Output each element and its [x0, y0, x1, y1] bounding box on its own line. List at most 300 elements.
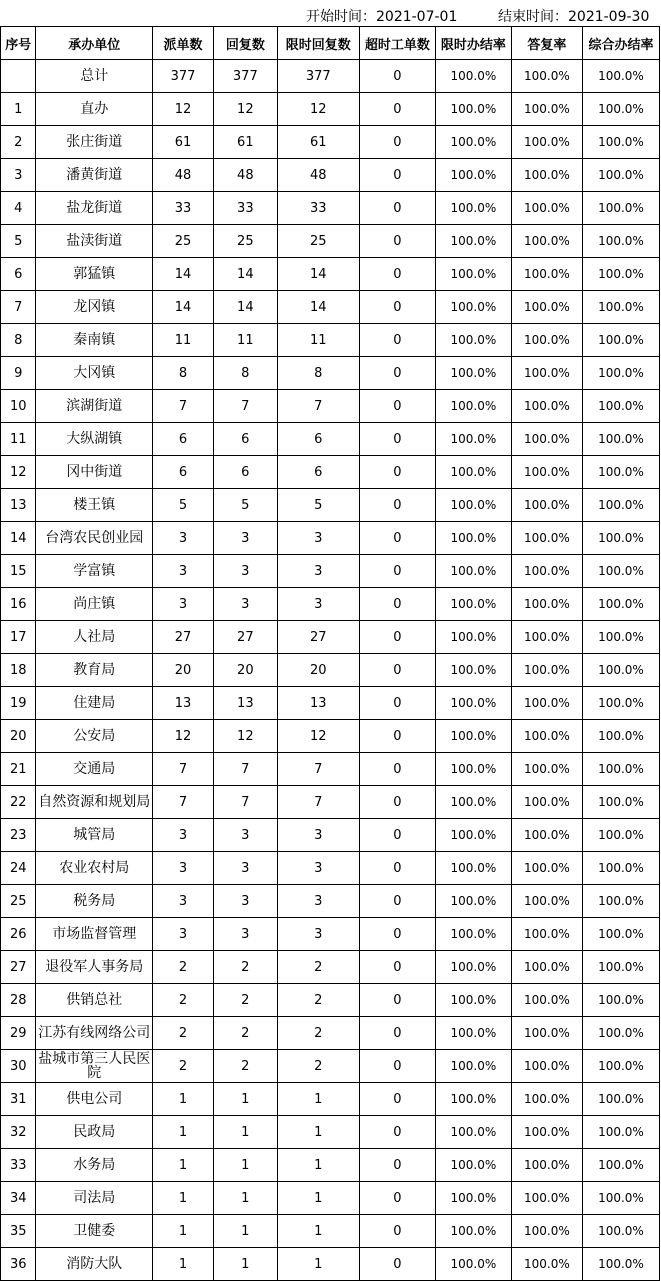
- cell-index: 18: [1, 654, 36, 687]
- cell-timely-rate: 100.0%: [435, 1149, 511, 1182]
- table-row: [1, 687, 660, 720]
- table-row: [1, 984, 660, 1017]
- cell-overdue: 0: [359, 1182, 435, 1215]
- cell-timely-rate: 100.0%: [435, 456, 511, 489]
- cell-overdue: 0: [359, 159, 435, 192]
- column-header: 承办单位: [36, 27, 153, 60]
- cell-unit: 自然资源和规划局: [36, 786, 153, 819]
- cell-unit: 教育局: [36, 654, 153, 687]
- cell-overall-rate: 100.0%: [582, 885, 659, 918]
- total-row: [1, 60, 660, 93]
- cell-unit: 供销总社: [36, 984, 153, 1017]
- cell-timely-replied: 27: [277, 621, 359, 654]
- column-header: 限时回复数: [277, 27, 359, 60]
- cell-reply-rate: 100.0%: [511, 489, 582, 522]
- table-row: [1, 621, 660, 654]
- cell-timely-rate: 100.0%: [435, 93, 511, 126]
- cell-dispatched: 14: [153, 291, 214, 324]
- column-header: 限时办结率: [435, 27, 511, 60]
- table-row: [1, 159, 660, 192]
- table-row: [1, 291, 660, 324]
- cell-unit: 人社局: [36, 621, 153, 654]
- cell-overdue: 0: [359, 753, 435, 786]
- cell-overall-rate: 100.0%: [582, 357, 659, 390]
- cell-reply-rate: 100.0%: [511, 60, 582, 93]
- cell-dispatched: 8: [153, 357, 214, 390]
- cell-overdue: 0: [359, 258, 435, 291]
- cell-unit: 盐龙街道: [36, 192, 153, 225]
- cell-timely-replied: 1: [277, 1083, 359, 1116]
- cell-unit: 江苏有线网络公司: [36, 1017, 153, 1050]
- column-header: 序号: [1, 27, 36, 60]
- cell-reply-rate: 100.0%: [511, 621, 582, 654]
- cell-replied: 13: [213, 687, 277, 720]
- cell-overdue: 0: [359, 357, 435, 390]
- cell-reply-rate: 100.0%: [511, 423, 582, 456]
- cell-unit: 退役军人事务局: [36, 951, 153, 984]
- cell-replied: 377: [213, 60, 277, 93]
- cell-timely-rate: 100.0%: [435, 1050, 511, 1083]
- cell-reply-rate: 100.0%: [511, 885, 582, 918]
- cell-dispatched: 1: [153, 1149, 214, 1182]
- cell-index: 34: [1, 1182, 36, 1215]
- cell-timely-replied: 3: [277, 885, 359, 918]
- cell-overdue: 0: [359, 786, 435, 819]
- cell-dispatched: 14: [153, 258, 214, 291]
- cell-timely-replied: 377: [277, 60, 359, 93]
- cell-dispatched: 6: [153, 456, 214, 489]
- cell-reply-rate: 100.0%: [511, 225, 582, 258]
- report-header: [0, 0, 661, 26]
- cell-overall-rate: 100.0%: [582, 753, 659, 786]
- cell-replied: 3: [213, 555, 277, 588]
- cell-replied: 7: [213, 786, 277, 819]
- cell-overall-rate: 100.0%: [582, 324, 659, 357]
- cell-timely-rate: 100.0%: [435, 819, 511, 852]
- cell-overall-rate: 100.0%: [582, 1083, 659, 1116]
- cell-overall-rate: 100.0%: [582, 225, 659, 258]
- cell-reply-rate: 100.0%: [511, 852, 582, 885]
- cell-timely-replied: 2: [277, 951, 359, 984]
- cell-unit: 直办: [36, 93, 153, 126]
- cell-reply-rate: 100.0%: [511, 291, 582, 324]
- cell-replied: 2: [213, 1017, 277, 1050]
- cell-timely-rate: 100.0%: [435, 357, 511, 390]
- table-row: [1, 456, 660, 489]
- cell-index: 14: [1, 522, 36, 555]
- cell-index: 19: [1, 687, 36, 720]
- cell-replied: 1: [213, 1215, 277, 1248]
- cell-unit: 税务局: [36, 885, 153, 918]
- cell-overall-rate: 100.0%: [582, 60, 659, 93]
- cell-unit: 郭猛镇: [36, 258, 153, 291]
- cell-unit: 公安局: [36, 720, 153, 753]
- cell-index: 30: [1, 1050, 36, 1083]
- cell-overall-rate: 100.0%: [582, 1017, 659, 1050]
- cell-overdue: 0: [359, 291, 435, 324]
- cell-dispatched: 1: [153, 1116, 214, 1149]
- cell-unit: 冈中街道: [36, 456, 153, 489]
- cell-dispatched: 48: [153, 159, 214, 192]
- cell-unit: 秦南镇: [36, 324, 153, 357]
- cell-reply-rate: 100.0%: [511, 654, 582, 687]
- table-row: [1, 1050, 660, 1083]
- cell-reply-rate: 100.0%: [511, 1116, 582, 1149]
- cell-unit: 供电公司: [36, 1083, 153, 1116]
- cell-overdue: 0: [359, 1083, 435, 1116]
- cell-overdue: 0: [359, 390, 435, 423]
- cell-timely-replied: 61: [277, 126, 359, 159]
- cell-timely-rate: 100.0%: [435, 192, 511, 225]
- cell-timely-rate: 100.0%: [435, 1116, 511, 1149]
- cell-replied: 20: [213, 654, 277, 687]
- cell-reply-rate: 100.0%: [511, 720, 582, 753]
- cell-replied: 7: [213, 390, 277, 423]
- cell-dispatched: 33: [153, 192, 214, 225]
- cell-timely-replied: 25: [277, 225, 359, 258]
- cell-dispatched: 3: [153, 918, 214, 951]
- cell-replied: 3: [213, 522, 277, 555]
- cell-unit: 张庄街道: [36, 126, 153, 159]
- cell-timely-rate: 100.0%: [435, 984, 511, 1017]
- cell-unit: 盐渎街道: [36, 225, 153, 258]
- cell-timely-rate: 100.0%: [435, 291, 511, 324]
- cell-dispatched: 3: [153, 819, 214, 852]
- cell-index: 29: [1, 1017, 36, 1050]
- cell-reply-rate: 100.0%: [511, 324, 582, 357]
- cell-unit: 农业农村局: [36, 852, 153, 885]
- cell-overall-rate: 100.0%: [582, 522, 659, 555]
- table-row: [1, 654, 660, 687]
- cell-unit: 台湾农民创业园: [36, 522, 153, 555]
- cell-replied: 6: [213, 423, 277, 456]
- cell-reply-rate: 100.0%: [511, 1050, 582, 1083]
- cell-overdue: 0: [359, 654, 435, 687]
- cell-dispatched: 1: [153, 1083, 214, 1116]
- cell-timely-replied: 1: [277, 1116, 359, 1149]
- cell-overdue: 0: [359, 687, 435, 720]
- table-row: [1, 258, 660, 291]
- cell-unit: 住建局: [36, 687, 153, 720]
- cell-timely-replied: 12: [277, 720, 359, 753]
- cell-overall-rate: 100.0%: [582, 126, 659, 159]
- column-header: 超时工单数: [359, 27, 435, 60]
- cell-overdue: 0: [359, 60, 435, 93]
- cell-dispatched: 25: [153, 225, 214, 258]
- cell-overall-rate: 100.0%: [582, 951, 659, 984]
- table-row: [1, 753, 660, 786]
- cell-unit: 潘黄街道: [36, 159, 153, 192]
- cell-unit: 市场监督管理: [36, 918, 153, 951]
- cell-overall-rate: 100.0%: [582, 423, 659, 456]
- cell-timely-replied: 2: [277, 984, 359, 1017]
- cell-replied: 1: [213, 1182, 277, 1215]
- cell-index: 23: [1, 819, 36, 852]
- cell-reply-rate: 100.0%: [511, 93, 582, 126]
- cell-overall-rate: 100.0%: [582, 93, 659, 126]
- cell-dispatched: 2: [153, 1017, 214, 1050]
- start-time: 开始时间：2021-07-01: [306, 9, 458, 25]
- table-row: [1, 324, 660, 357]
- cell-overdue: 0: [359, 1215, 435, 1248]
- cell-reply-rate: 100.0%: [511, 159, 582, 192]
- cell-timely-replied: 2: [277, 1050, 359, 1083]
- cell-timely-replied: 1: [277, 1149, 359, 1182]
- cell-index: 16: [1, 588, 36, 621]
- cell-overall-rate: 100.0%: [582, 1215, 659, 1248]
- cell-index: 13: [1, 489, 36, 522]
- cell-timely-replied: 33: [277, 192, 359, 225]
- cell-index: 4: [1, 192, 36, 225]
- cell-index: 26: [1, 918, 36, 951]
- cell-replied: 25: [213, 225, 277, 258]
- cell-timely-replied: 6: [277, 423, 359, 456]
- cell-replied: 2: [213, 951, 277, 984]
- cell-overall-rate: 100.0%: [582, 1248, 659, 1281]
- cell-index: 22: [1, 786, 36, 819]
- cell-index: 35: [1, 1215, 36, 1248]
- cell-replied: 3: [213, 819, 277, 852]
- end-time: 结束时间：2021-09-30: [498, 9, 650, 25]
- table-row: [1, 819, 660, 852]
- cell-overdue: 0: [359, 1248, 435, 1281]
- cell-overall-rate: 100.0%: [582, 456, 659, 489]
- cell-index: 21: [1, 753, 36, 786]
- cell-reply-rate: 100.0%: [511, 126, 582, 159]
- cell-unit: 滨湖街道: [36, 390, 153, 423]
- cell-overdue: 0: [359, 489, 435, 522]
- cell-dispatched: 3: [153, 885, 214, 918]
- cell-replied: 48: [213, 159, 277, 192]
- cell-timely-rate: 100.0%: [435, 60, 511, 93]
- cell-replied: 3: [213, 885, 277, 918]
- cell-dispatched: 7: [153, 390, 214, 423]
- cell-timely-rate: 100.0%: [435, 126, 511, 159]
- cell-overdue: 0: [359, 819, 435, 852]
- cell-overall-rate: 100.0%: [582, 786, 659, 819]
- cell-index: 27: [1, 951, 36, 984]
- cell-overall-rate: 100.0%: [582, 687, 659, 720]
- cell-overall-rate: 100.0%: [582, 918, 659, 951]
- cell-unit: 大纵湖镇: [36, 423, 153, 456]
- table-row: [1, 192, 660, 225]
- cell-unit: 城管局: [36, 819, 153, 852]
- cell-overall-rate: 100.0%: [582, 555, 659, 588]
- cell-index: 32: [1, 1116, 36, 1149]
- cell-timely-replied: 7: [277, 753, 359, 786]
- cell-timely-rate: 100.0%: [435, 852, 511, 885]
- cell-timely-replied: 1: [277, 1215, 359, 1248]
- cell-dispatched: 3: [153, 555, 214, 588]
- cell-dispatched: 1: [153, 1182, 214, 1215]
- cell-dispatched: 13: [153, 687, 214, 720]
- cell-overall-rate: 100.0%: [582, 621, 659, 654]
- cell-unit: 盐城市第三人民医院: [36, 1050, 153, 1083]
- cell-overdue: 0: [359, 1050, 435, 1083]
- cell-overall-rate: 100.0%: [582, 588, 659, 621]
- cell-dispatched: 61: [153, 126, 214, 159]
- cell-index: 1: [1, 93, 36, 126]
- cell-overall-rate: 100.0%: [582, 654, 659, 687]
- cell-replied: 2: [213, 984, 277, 1017]
- cell-replied: 2: [213, 1050, 277, 1083]
- cell-overdue: 0: [359, 423, 435, 456]
- cell-timely-rate: 100.0%: [435, 720, 511, 753]
- cell-index: 15: [1, 555, 36, 588]
- cell-index: 2: [1, 126, 36, 159]
- column-header: 回复数: [213, 27, 277, 60]
- cell-dispatched: 377: [153, 60, 214, 93]
- cell-index: 7: [1, 291, 36, 324]
- cell-replied: 3: [213, 852, 277, 885]
- cell-timely-replied: 20: [277, 654, 359, 687]
- cell-reply-rate: 100.0%: [511, 1149, 582, 1182]
- cell-replied: 3: [213, 588, 277, 621]
- cell-timely-replied: 3: [277, 555, 359, 588]
- cell-overdue: 0: [359, 1116, 435, 1149]
- cell-overdue: 0: [359, 555, 435, 588]
- cell-dispatched: 20: [153, 654, 214, 687]
- cell-dispatched: 7: [153, 786, 214, 819]
- cell-index: 31: [1, 1083, 36, 1116]
- cell-overdue: 0: [359, 1149, 435, 1182]
- cell-index: 33: [1, 1149, 36, 1182]
- cell-timely-replied: 1: [277, 1248, 359, 1281]
- table-row: [1, 720, 660, 753]
- cell-replied: 1: [213, 1248, 277, 1281]
- table-row: [1, 225, 660, 258]
- cell-overdue: 0: [359, 93, 435, 126]
- cell-overdue: 0: [359, 456, 435, 489]
- cell-timely-rate: 100.0%: [435, 225, 511, 258]
- cell-timely-rate: 100.0%: [435, 1083, 511, 1116]
- cell-reply-rate: 100.0%: [511, 753, 582, 786]
- cell-index: 10: [1, 390, 36, 423]
- cell-index: 8: [1, 324, 36, 357]
- cell-timely-rate: 100.0%: [435, 588, 511, 621]
- table-row: [1, 423, 660, 456]
- cell-overall-rate: 100.0%: [582, 258, 659, 291]
- cell-unit: 司法局: [36, 1182, 153, 1215]
- table-row: [1, 555, 660, 588]
- column-header: 综合办结率: [582, 27, 659, 60]
- cell-index: 9: [1, 357, 36, 390]
- cell-index: 17: [1, 621, 36, 654]
- cell-replied: 6: [213, 456, 277, 489]
- cell-overall-rate: 100.0%: [582, 390, 659, 423]
- cell-replied: 3: [213, 918, 277, 951]
- table-row: [1, 126, 660, 159]
- cell-reply-rate: 100.0%: [511, 786, 582, 819]
- cell-dispatched: 1: [153, 1215, 214, 1248]
- cell-unit: 楼王镇: [36, 489, 153, 522]
- cell-dispatched: 3: [153, 588, 214, 621]
- table-row: [1, 1182, 660, 1215]
- table-row: [1, 1215, 660, 1248]
- cell-dispatched: 1: [153, 1248, 214, 1281]
- cell-unit: 尚庄镇: [36, 588, 153, 621]
- cell-replied: 14: [213, 258, 277, 291]
- cell-replied: 27: [213, 621, 277, 654]
- cell-index: [1, 60, 36, 93]
- table-row: [1, 1083, 660, 1116]
- cell-reply-rate: 100.0%: [511, 819, 582, 852]
- cell-index: 6: [1, 258, 36, 291]
- cell-timely-replied: 48: [277, 159, 359, 192]
- cell-reply-rate: 100.0%: [511, 984, 582, 1017]
- cell-timely-rate: 100.0%: [435, 687, 511, 720]
- cell-timely-rate: 100.0%: [435, 654, 511, 687]
- cell-reply-rate: 100.0%: [511, 1182, 582, 1215]
- cell-overdue: 0: [359, 588, 435, 621]
- cell-reply-rate: 100.0%: [511, 1248, 582, 1281]
- table-row: [1, 852, 660, 885]
- cell-overdue: 0: [359, 621, 435, 654]
- cell-unit: 大冈镇: [36, 357, 153, 390]
- cell-dispatched: 5: [153, 489, 214, 522]
- table-row: [1, 918, 660, 951]
- table-row: [1, 951, 660, 984]
- table-row: [1, 786, 660, 819]
- cell-timely-replied: 14: [277, 291, 359, 324]
- cell-overall-rate: 100.0%: [582, 1116, 659, 1149]
- cell-reply-rate: 100.0%: [511, 588, 582, 621]
- table-row: [1, 588, 660, 621]
- cell-reply-rate: 100.0%: [511, 1215, 582, 1248]
- cell-overdue: 0: [359, 720, 435, 753]
- cell-dispatched: 2: [153, 984, 214, 1017]
- cell-timely-rate: 100.0%: [435, 1017, 511, 1050]
- cell-overall-rate: 100.0%: [582, 1182, 659, 1215]
- cell-reply-rate: 100.0%: [511, 522, 582, 555]
- cell-dispatched: 12: [153, 720, 214, 753]
- cell-overall-rate: 100.0%: [582, 192, 659, 225]
- cell-timely-rate: 100.0%: [435, 489, 511, 522]
- table-row: [1, 1116, 660, 1149]
- cell-replied: 1: [213, 1116, 277, 1149]
- cell-overdue: 0: [359, 951, 435, 984]
- cell-dispatched: 2: [153, 1050, 214, 1083]
- cell-overdue: 0: [359, 885, 435, 918]
- cell-unit: 总计: [36, 60, 153, 93]
- cell-replied: 1: [213, 1083, 277, 1116]
- cell-overdue: 0: [359, 324, 435, 357]
- column-header: 派单数: [153, 27, 214, 60]
- table-row: [1, 93, 660, 126]
- table-row: [1, 885, 660, 918]
- cell-dispatched: 6: [153, 423, 214, 456]
- cell-overall-rate: 100.0%: [582, 819, 659, 852]
- statistics-table: [0, 26, 660, 1281]
- cell-timely-rate: 100.0%: [435, 258, 511, 291]
- cell-timely-rate: 100.0%: [435, 786, 511, 819]
- cell-reply-rate: 100.0%: [511, 357, 582, 390]
- cell-reply-rate: 100.0%: [511, 918, 582, 951]
- cell-replied: 61: [213, 126, 277, 159]
- cell-timely-rate: 100.0%: [435, 918, 511, 951]
- cell-overdue: 0: [359, 522, 435, 555]
- cell-timely-replied: 3: [277, 522, 359, 555]
- cell-reply-rate: 100.0%: [511, 687, 582, 720]
- cell-overdue: 0: [359, 1017, 435, 1050]
- cell-dispatched: 27: [153, 621, 214, 654]
- cell-timely-rate: 100.0%: [435, 1215, 511, 1248]
- cell-overall-rate: 100.0%: [582, 159, 659, 192]
- cell-index: 5: [1, 225, 36, 258]
- cell-timely-replied: 7: [277, 390, 359, 423]
- cell-timely-replied: 14: [277, 258, 359, 291]
- table-row: [1, 390, 660, 423]
